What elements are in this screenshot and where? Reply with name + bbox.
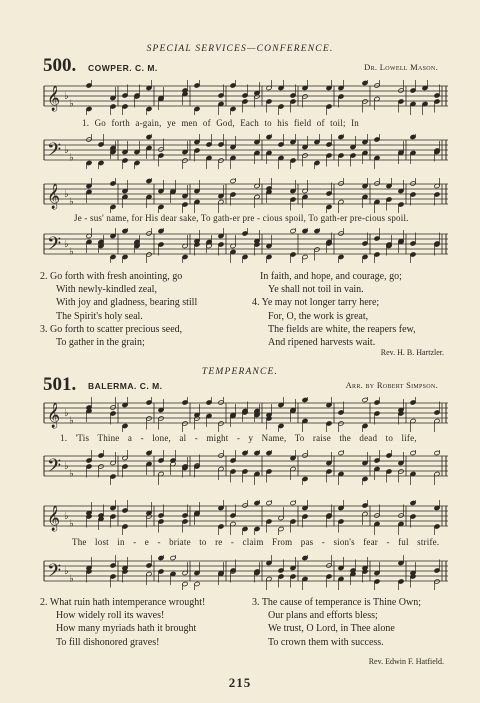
hymn-number: 500.: [43, 55, 77, 76]
verse-line: In faith, and hope, and courage, go;: [260, 271, 402, 282]
lyric-line: 1. 'Tis Thine a - lone, al - might - y Name, To raise the dead to life,: [60, 433, 417, 443]
music-staff: [40, 228, 450, 263]
svg-text:♭: ♭: [69, 415, 74, 427]
svg-text:♭: ♭: [69, 468, 74, 480]
section-heading-conference: SPECIAL SERVICES—CONFERENCE.: [146, 44, 334, 54]
svg-text:♭: ♭: [69, 196, 74, 208]
svg-text:♭: ♭: [64, 408, 69, 419]
composer: Arr. by Robert Simpson.: [345, 380, 438, 390]
tune-name: COWPER. C. M.: [88, 63, 158, 73]
svg-text:𝄢: 𝄢: [47, 456, 62, 481]
music-staff: [40, 178, 450, 213]
svg-text:𝄢: 𝄢: [47, 234, 62, 259]
author-credit: Rev. H. B. Hartzler.: [380, 348, 444, 357]
svg-text:♭: ♭: [69, 573, 74, 585]
svg-text:♭: ♭: [69, 98, 74, 110]
verse-line: 2. What ruin hath intemperance wrought!: [40, 597, 206, 608]
music-staff: [40, 450, 450, 485]
svg-text:𝄞: 𝄞: [47, 403, 61, 428]
svg-text:♭: ♭: [69, 246, 74, 258]
section-heading-temperance: TEMPERANCE.: [201, 367, 279, 377]
verse-line: For, O, the work is great,: [268, 310, 369, 322]
hymn-number: 501.: [43, 374, 77, 395]
svg-text:𝄞: 𝄞: [47, 506, 61, 531]
svg-text:♭: ♭: [64, 239, 69, 250]
music-staff: [40, 397, 450, 432]
verses-left: [40, 270, 197, 349]
verse-line: To fill dishonored graves!: [56, 636, 160, 648]
svg-text:♭: ♭: [69, 518, 74, 530]
svg-text:♭: ♭: [64, 511, 69, 522]
svg-text:♭: ♭: [69, 152, 74, 164]
verse-line: Ye shall not toil in vain.: [268, 284, 364, 296]
verse-line: 3. Go forth to scatter precious seed,: [40, 323, 183, 335]
lyric-line: 1. Go forth a-gain, ye men of God, Each to his field of toil; In: [82, 118, 359, 128]
svg-text:𝄞: 𝄞: [47, 184, 61, 209]
verse-line: The Spirit's holy seal.: [56, 310, 143, 322]
verse-line: With newly-kindled zeal,: [56, 284, 157, 296]
verse-line: And ripened harvests wait.: [268, 337, 376, 349]
music-staff: [40, 80, 450, 115]
svg-text:♭: ♭: [64, 91, 69, 102]
music-staff: [40, 134, 450, 169]
verse-line: To crown them with success.: [268, 636, 384, 648]
author-credit: Rev. Edwin F. Hatfield.: [368, 657, 444, 666]
verse-line: To gather in the grain;: [56, 337, 145, 349]
verse-line: 3. The cause of temperance is Thine Own;: [252, 597, 422, 608]
svg-text:♭: ♭: [64, 189, 69, 200]
verses-right: [252, 596, 421, 649]
svg-text:𝄞: 𝄞: [47, 86, 61, 111]
verse-line: 4. Ye may not longer tarry here;: [252, 297, 380, 309]
page-number: 215: [228, 675, 252, 690]
svg-text:♭: ♭: [64, 566, 69, 577]
svg-text:♭: ♭: [64, 461, 69, 472]
music-staff: [40, 500, 450, 535]
svg-text:♭: ♭: [64, 145, 69, 156]
verse-line: The fields are white, the reapers few,: [268, 323, 416, 335]
composer: Dr. Lowell Mason.: [364, 62, 438, 72]
lyric-line: The lost in - e - briate to re - claim From pas - sion's fear - ful strife.: [72, 537, 440, 547]
verse-line: With joy and gladness, bearing still: [56, 297, 198, 309]
svg-text:𝄢: 𝄢: [47, 140, 62, 165]
verse-line: We trust, O Lord, in Thee alone: [268, 623, 395, 635]
verses-left: [40, 596, 205, 649]
verse-line: How widely roll its waves!: [56, 610, 165, 622]
verse-line: Our plans and efforts bless;: [268, 610, 378, 622]
verses-right: [252, 270, 416, 349]
music-staff: [40, 555, 450, 590]
verse-line: How many myriads hath it brought: [56, 623, 197, 635]
verse-line: 2. Go forth with fresh anointing, go: [40, 271, 183, 282]
tune-name: BALERMA. C. M.: [88, 381, 163, 391]
svg-text:𝄢: 𝄢: [47, 561, 62, 586]
lyric-line: Je - sus' name, for His dear sake, To gath-er pre - cious spoil, To gath-er pre-cious spoil.: [74, 213, 409, 223]
